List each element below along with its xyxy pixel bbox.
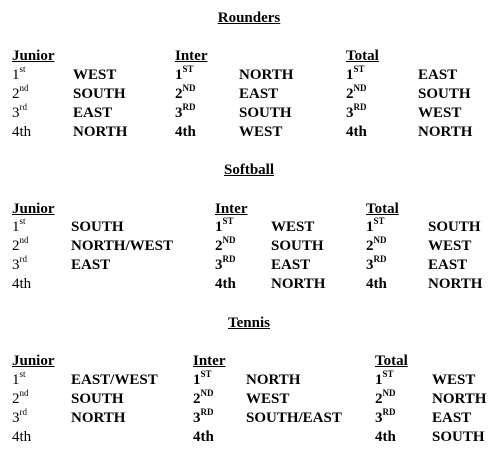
rank-suffix: nd [19,388,29,398]
rank-suffix: ND [353,83,367,93]
team-name: WEST [418,105,462,121]
rank-number: 3 [12,410,20,426]
rank-suffix: RD [182,102,196,112]
rank-suffix: ST [182,64,194,74]
rank-suffix: ND [382,388,396,398]
team-name: NORTH [428,276,483,292]
rank-number: 3 [215,257,223,273]
team-name: SOUTH [71,391,124,407]
team-name: SOUTH [271,238,324,254]
rank-number: 4th [175,124,196,140]
team-name: EAST [239,86,279,102]
team-name: NORTH [271,276,326,292]
rank-label [215,235,236,254]
rank-label [12,429,31,445]
team-name: EAST [271,257,311,273]
rank-label [366,254,387,273]
rank-number: 2 [12,238,20,254]
rank-label [12,216,26,235]
team-name: SOUTH [432,429,485,445]
rank-suffix: RD [222,254,236,264]
rank-label [12,83,29,102]
group-header-inter: Inter [215,201,248,217]
rank-number: 4th [375,429,396,445]
team-name: EAST [432,410,472,426]
team-name: NORTH [418,124,473,140]
group-header-junior: Junior [12,353,55,369]
team-name: WEST [246,391,290,407]
rank-number: 1 [175,67,183,83]
rank-label [366,276,387,292]
section-title-tennis: Tennis [228,315,270,331]
group-header-total: Total [366,201,399,217]
rank-label [215,276,236,292]
rank-label [175,102,196,121]
rank-label [346,64,365,83]
team-name: EAST [418,67,458,83]
rank-number: 2 [193,391,201,407]
team-name: NORTH [246,372,301,388]
rank-label [12,276,31,292]
group-header-junior: Junior [12,48,55,64]
rank-suffix: ND [182,83,196,93]
team-name: WEST [239,124,283,140]
rank-number: 3 [12,257,20,273]
team-name: SOUTH [418,86,471,102]
rank-label [193,429,214,445]
rank-label [193,369,212,388]
rank-number: 2 [366,238,374,254]
rank-label [175,83,196,102]
rank-number: 1 [12,372,20,388]
team-name: NORTH [239,67,294,83]
rank-number: 4th [12,276,32,292]
team-name: NORTH [432,391,487,407]
rank-label [375,407,396,426]
rank-number: 3 [193,410,201,426]
group-header-inter: Inter [193,353,226,369]
group-header-junior: Junior [12,201,55,217]
rank-label [193,388,214,407]
rank-label [375,388,396,407]
rank-label [366,235,387,254]
rank-number: 3 [366,257,374,273]
rank-suffix: rd [19,254,27,264]
rank-number: 3 [175,105,183,121]
rank-suffix: RD [382,407,396,417]
rank-suffix: st [19,369,26,379]
team-name: WEST [432,372,476,388]
rank-number: 1 [366,219,374,235]
rank-label [375,429,396,445]
group-header-total: Total [375,353,408,369]
team-name: EAST [71,257,111,273]
rank-number: 2 [346,86,354,102]
rank-suffix: ST [373,216,385,226]
rank-number: 4th [366,276,387,292]
team-name: SOUTH/EAST [246,410,342,426]
rank-label [175,64,194,83]
rank-suffix: ST [353,64,365,74]
rank-label [175,124,196,140]
rank-number: 3 [12,105,20,121]
rank-label [12,407,27,426]
rank-suffix: RD [373,254,387,264]
rank-number: 1 [215,219,223,235]
rank-suffix: ND [373,235,387,245]
rank-suffix: RD [200,407,214,417]
rank-number: 3 [375,410,383,426]
rank-label [375,369,394,388]
rank-suffix: ND [222,235,236,245]
rank-number: 1 [193,372,201,388]
group-header-inter: Inter [175,48,208,64]
rank-label [193,407,214,426]
team-name: SOUTH [73,86,126,102]
team-name: WEST [73,67,117,83]
rank-number: 3 [346,105,354,121]
rank-suffix: ST [222,216,234,226]
rank-label [12,388,29,407]
rank-number: 4th [346,124,367,140]
rank-suffix: rd [19,102,27,112]
team-name: EAST [428,257,468,273]
team-name: SOUTH [428,219,481,235]
section-title-rounders: Rounders [217,10,281,26]
rank-suffix: ST [382,369,394,379]
team-name: WEST [428,238,472,254]
rank-number: 2 [215,238,223,254]
team-name: NORTH [73,124,128,140]
rank-number: 1 [12,67,20,83]
rank-label [215,216,234,235]
section-title-softball: Softball [223,162,274,178]
rank-label [346,102,367,121]
rank-number: 4th [215,276,236,292]
rank-label [12,64,26,83]
team-name: SOUTH [239,105,292,121]
rank-label [346,83,367,102]
rank-number: 2 [375,391,383,407]
rank-number: 4th [193,429,214,445]
rank-suffix: RD [353,102,367,112]
team-name: SOUTH [71,219,124,235]
team-name: EAST [73,105,113,121]
group-header-total: Total [346,48,379,64]
rank-suffix: ST [200,369,212,379]
team-name: NORTH [71,410,126,426]
rank-number: 1 [375,372,383,388]
rank-suffix: st [19,216,26,226]
rank-label [12,124,31,140]
rank-suffix: nd [19,235,29,245]
rank-number: 2 [175,86,183,102]
rank-label [12,235,29,254]
rank-label [215,254,236,273]
team-name: WEST [271,219,315,235]
team-name: NORTH/WEST [71,238,173,254]
rank-number: 2 [12,86,20,102]
rank-label [346,124,367,140]
rank-suffix: nd [19,83,29,93]
rank-suffix: rd [19,407,27,417]
rank-label [12,102,27,121]
rank-label [12,369,26,388]
rank-number: 1 [12,219,20,235]
team-name: EAST/WEST [71,372,158,388]
rank-suffix: st [19,64,26,74]
rank-number: 2 [12,391,20,407]
rank-number: 4th [12,429,32,445]
rank-label [366,216,385,235]
rank-number: 4th [12,124,32,140]
rank-label [12,254,27,273]
rank-number: 1 [346,67,354,83]
rank-suffix: ND [200,388,214,398]
